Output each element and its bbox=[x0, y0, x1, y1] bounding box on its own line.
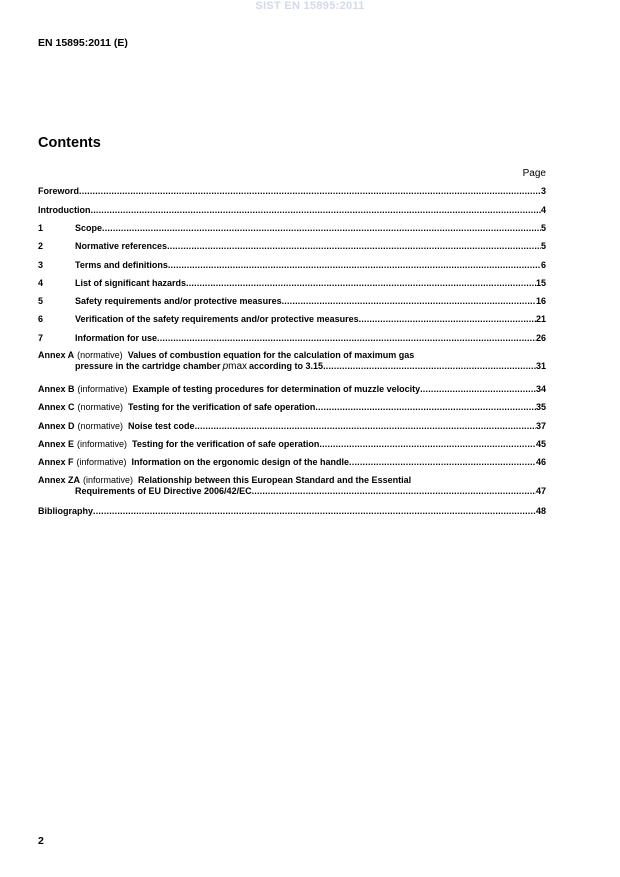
leader-dots bbox=[93, 506, 536, 517]
document-id: EN 15895:2011 (E) bbox=[38, 37, 128, 49]
toc-title: Terms and definitions bbox=[75, 260, 168, 270]
annex-label: Annex D bbox=[38, 421, 75, 431]
toc-page: 34 bbox=[535, 384, 546, 394]
p-max-symbol: p bbox=[222, 361, 229, 372]
toc-page: 47 bbox=[535, 486, 546, 496]
toc-entry-normative-references[interactable] bbox=[38, 241, 546, 252]
toc-title: Noise test code bbox=[128, 421, 195, 431]
toc-entry-information-for-use[interactable] bbox=[38, 333, 546, 344]
toc-entry-scope[interactable] bbox=[38, 223, 546, 234]
toc-page: 31 bbox=[535, 361, 546, 371]
toc-entry-annex-a[interactable] bbox=[38, 350, 546, 372]
toc-title: Testing for the verification of safe operation bbox=[128, 402, 316, 412]
annex-label: Annex ZA bbox=[38, 475, 81, 485]
toc-entry-terms-definitions[interactable] bbox=[38, 260, 546, 271]
toc-number: 7 bbox=[38, 333, 44, 343]
toc-title: Scope bbox=[75, 223, 103, 233]
toc-page: 4 bbox=[540, 205, 546, 215]
toc-entry-safety-requirements[interactable] bbox=[38, 296, 546, 307]
leader-dots bbox=[252, 486, 536, 497]
annex-label: Annex A bbox=[38, 350, 75, 360]
toc-number: 6 bbox=[38, 314, 44, 324]
toc-entry-annex-c[interactable] bbox=[38, 402, 546, 413]
toc-page: 15 bbox=[535, 278, 546, 288]
leader-dots bbox=[359, 314, 536, 325]
toc-title: Testing for the verification of safe operation bbox=[132, 439, 320, 449]
annex-label: Annex E bbox=[38, 439, 75, 449]
toc-page: 37 bbox=[535, 421, 546, 431]
toc-label: Introduction bbox=[38, 205, 91, 215]
annex-type: (informative) bbox=[77, 439, 128, 449]
leader-dots bbox=[323, 361, 536, 372]
leader-dots bbox=[79, 186, 541, 197]
leader-dots bbox=[167, 241, 541, 252]
leader-dots bbox=[102, 223, 541, 234]
toc-entry-annex-b[interactable] bbox=[38, 384, 546, 395]
toc-page: 6 bbox=[540, 260, 546, 270]
toc-entry-verification[interactable] bbox=[38, 314, 546, 325]
toc-page: 45 bbox=[535, 439, 546, 449]
toc-entry-foreword[interactable] bbox=[38, 186, 546, 197]
annex-type: (normative) bbox=[77, 350, 123, 360]
toc-title: Values of combustion equation for the calculation of maximum gas bbox=[127, 350, 415, 360]
toc-entry-bibliography[interactable] bbox=[38, 506, 546, 517]
toc-title: Normative references bbox=[75, 241, 168, 251]
toc-title: Example of testing procedures for determination of muzzle velocity bbox=[132, 384, 421, 394]
toc-number: 3 bbox=[38, 260, 44, 270]
toc-title: Information on the ergonomic design of the handle bbox=[131, 457, 350, 467]
toc-entry-annex-e[interactable] bbox=[38, 439, 546, 450]
toc-page: 3 bbox=[540, 186, 546, 196]
toc-number: 4 bbox=[38, 278, 44, 288]
annex-type: (informative) bbox=[77, 384, 128, 394]
annex-type: (informative) bbox=[83, 475, 134, 485]
toc-entry-significant-hazards[interactable] bbox=[38, 278, 546, 289]
toc-label: Foreword bbox=[38, 186, 80, 196]
toc-title: Verification of the safety requirements and/or protective measures bbox=[75, 314, 359, 324]
toc-page: 46 bbox=[535, 457, 546, 467]
toc-page: 5 bbox=[540, 223, 546, 233]
leader-dots bbox=[349, 457, 536, 468]
toc-entry-annex-f[interactable] bbox=[38, 457, 546, 468]
toc-title-continued: pressure in the cartridge chamber bbox=[75, 361, 221, 371]
toc-title: Information for use bbox=[75, 333, 158, 343]
page-number: 2 bbox=[38, 835, 44, 847]
toc-page: 26 bbox=[535, 333, 546, 343]
leader-dots bbox=[282, 296, 536, 307]
leader-dots bbox=[420, 384, 536, 395]
toc-page: 16 bbox=[535, 296, 546, 306]
toc-label: Bibliography bbox=[38, 506, 94, 516]
toc-title: Relationship between this European Standard and the Essential bbox=[138, 475, 412, 485]
p-max-subscript: max bbox=[228, 361, 248, 372]
toc-page: 5 bbox=[540, 241, 546, 251]
annex-label: Annex F bbox=[38, 457, 74, 467]
annex-type: (normative) bbox=[77, 421, 124, 431]
toc-number: 5 bbox=[38, 296, 44, 306]
page-column-label: Page bbox=[522, 168, 546, 179]
annex-label: Annex B bbox=[38, 384, 75, 394]
annex-type: (normative) bbox=[77, 402, 124, 412]
leader-dots bbox=[186, 278, 536, 289]
leader-dots bbox=[91, 205, 541, 216]
annex-type: (informative) bbox=[76, 457, 127, 467]
toc-page: 21 bbox=[535, 314, 546, 324]
toc-title-continued: according to 3.15 bbox=[249, 361, 324, 371]
leader-dots bbox=[319, 439, 536, 450]
toc-title: List of significant hazards bbox=[75, 278, 187, 288]
annex-label: Annex C bbox=[38, 402, 75, 412]
toc-entry-introduction[interactable] bbox=[38, 205, 546, 216]
leader-dots bbox=[168, 260, 541, 271]
toc-entry-annex-za[interactable] bbox=[38, 475, 546, 497]
toc-entry-annex-d[interactable] bbox=[38, 421, 546, 432]
page-title: Contents bbox=[38, 135, 101, 151]
toc-number: 1 bbox=[38, 223, 44, 233]
leader-dots bbox=[195, 421, 536, 432]
leader-dots bbox=[157, 333, 536, 344]
toc-page: 48 bbox=[535, 506, 546, 516]
toc-title: Safety requirements and/or protective measures bbox=[75, 296, 282, 306]
leader-dots bbox=[315, 402, 536, 413]
toc-number: 2 bbox=[38, 241, 44, 251]
toc-title-continued: Requirements of EU Directive 2006/42/EC bbox=[75, 486, 252, 496]
toc-page: 35 bbox=[535, 402, 546, 412]
watermark: SIST EN 15895:2011 bbox=[255, 0, 365, 12]
